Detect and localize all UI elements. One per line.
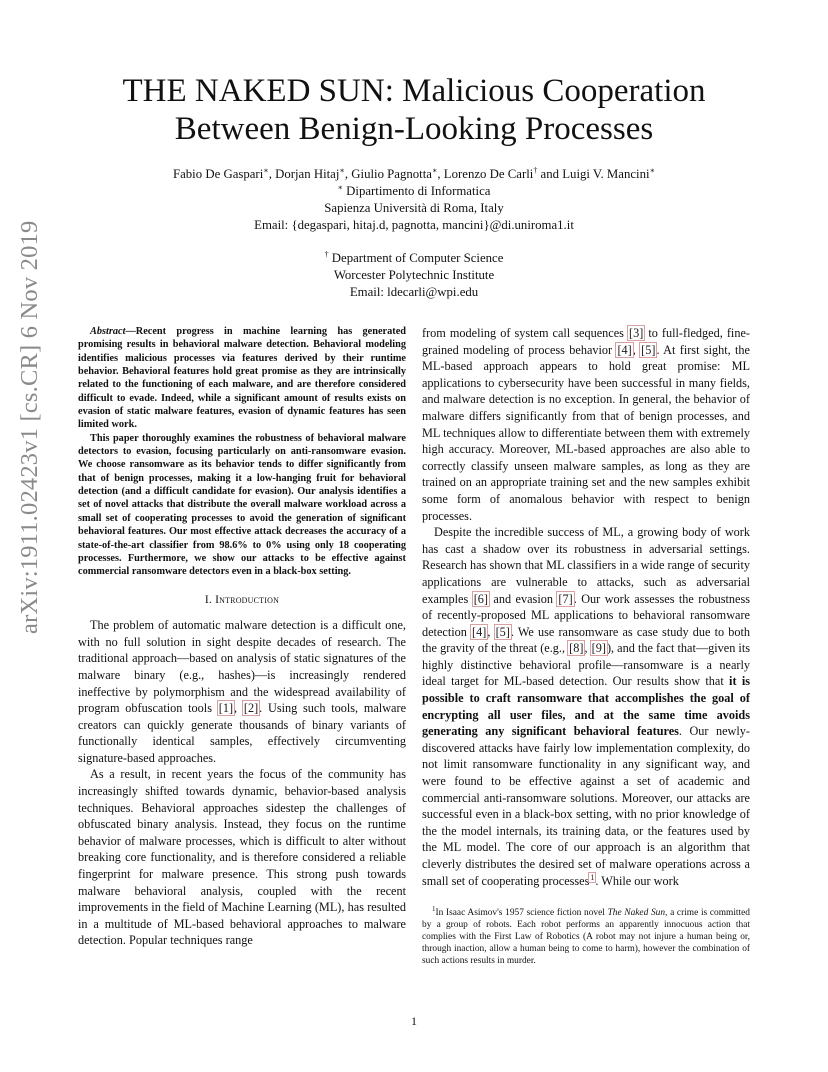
author-block <box>70 166 758 234</box>
right-column <box>422 325 750 889</box>
abstract-paragraph-1: Abstract—Recent progress in machine learning has generated promising results in behavioral malware detection. Behavioral modeling identifies malicious processes via features derived by their runtime behavior. Behavioral features hold great promise as they are intrinsically related to the functioning of each malware, and are therefore considered difficult to evade. Indeed, while a significant amount of results exists on evasion of static malware features, evasion of dynamic features has seen limited work. <box>78 326 406 431</box>
author-list: Fabio De Gaspari∗, Dorjan Hitaj∗, Giulio Pagnotta∗, Lorenzo De Carli† and Luigi V. Mancini∗ <box>172 166 656 181</box>
intro-paragraph-3: Despite the incredible success of ML, a growing body of work has cast a shadow over its robustness in adversarial settings. Research has shown that ML classifiers in a wide range of security applications are vulnerable to attacks, such as adversarial examples [6] and evasion [7]. Our work assesses the robustness of recently-proposed ML applications to behavioral ransomware detection [4], [5]. We use ransomware as case study due to both the gravity of the threat (e.g., [8], [9]), and the fact that—given its highly distinctive behavioral profile—ransomware is a nearly ideal target for ML-based detection. Our results show that it is possible to craft ransomware that accomplishes the goal of encrypting all user files, and at the same time avoids generating any significant behavioral features. Our newly-discovered attacks have fairly low implementation complexity, do not limit ransomware functionality in any significant way, and were found to be effective against a set of academic and commercial anti-ransomware solutions. Moreover, our attacks are successful even in a black-box setting, with no prior knowledge of the the model internals, its training data, or the features used by the ML model. The core of our approach is an algorithm that cleverly distributes the desired set of malware operations across a small set of cooperating processes$^1$. While our work <box>422 525 751 888</box>
citation-link[interactable]: [7] <box>558 591 573 606</box>
intro-paragraph-1: The problem of automatic malware detection is a difficult one, with no full solution in sight despite decades of research. The traditional approach—based on analysis of static signatures of the malware binary (e.g., hashes)—is increasingly rendered ineffective by polymorphism and the widespread availability of program obfuscation tools [1], [2]. Using such tools, malware creators can quickly generate thousands of binary variants of functionally identical samples, effectively circumventing signature-based approaches. <box>78 618 407 765</box>
key-result-emphasis: it is possible to craft ransomware that accomplishes the goal of encrypting all user files, and at the same time avoids generating any significant behavioral features <box>422 674 751 739</box>
abstract-paragraph-2: This paper thoroughly examines the robustness of behavioral malware detectors to evasion, focusing particularly on anti-ransomware evasion. We choose ransomware as its behavior tends to differ significantly from that of benign processes, making it a low-hanging fruit for behavioral detection (and a difficult candidate for evasion). Our analysis identifies a set of novel attacks that distribute the overall malware workload across a small set of cooperating processes to avoid the generation of significant behavioral features. Our most effective attack decreases the accuracy of a state-of-the-art classifier from 98.6% to 0% using only 18 cooperating processes. Furthermore, we show our attacks to be effective against commercial ransomware detectors even in a black-box setting. <box>78 432 406 578</box>
affiliation-1-university: Sapienza Università di Roma, Italy <box>324 201 504 215</box>
citation-link[interactable]: [5] <box>641 342 656 357</box>
citation-link[interactable]: [4] <box>617 342 632 357</box>
affiliation-1-email[interactable]: Email: {degaspari, hitaj.d, pagnotta, mancini}@di.uniroma1.it <box>254 218 574 232</box>
page-number: 1 <box>411 1014 417 1028</box>
citation-link[interactable]: [5] <box>495 624 510 639</box>
citation-link[interactable]: [2] <box>243 701 259 716</box>
citation-link[interactable]: [6] <box>473 591 488 606</box>
affiliation-2-university: Worcester Polytechnic Institute <box>333 268 495 282</box>
footnote-mark: 1 <box>432 905 436 913</box>
citation-link[interactable]: [1] <box>218 701 234 716</box>
citation-link[interactable]: [3] <box>628 326 644 340</box>
footnote-reference[interactable]: 1 <box>590 872 595 882</box>
affiliation-2-email[interactable]: Email: ldecarli@wpi.edu <box>349 285 479 299</box>
title-line-1: THE NAKED SUN: Malicious Cooperation <box>122 73 706 109</box>
footnote-text: $^1$In Isaac Asimov's 1957 science fiction novel The Naked Sun, a crime is committed by a group of robots. Each robot performs an apparently innocuous action that complies with the First Law of Robotics (A robot may not injure a human being or, through inaction, allow a human being to come to harm), however the combination of such actions results in murder. <box>422 905 750 966</box>
left-column <box>78 325 406 949</box>
citation-link[interactable]: [9] <box>591 641 606 656</box>
title-line-2: Between Benign-Looking Processes <box>174 111 654 147</box>
abstract-label: Abstract <box>90 326 126 337</box>
abstract <box>78 325 406 579</box>
citation-link[interactable]: [8] <box>569 641 584 656</box>
paper-title <box>70 72 758 148</box>
affiliation-2-block <box>70 250 758 301</box>
arxiv-identifier[interactable]: arXiv:1911.02423v1 [cs.CR] 6 Nov 2019 <box>16 220 43 634</box>
intro-paragraph-2: As a result, in recent years the focus of the community has increasingly shifted towards dynamic, behavior-based analysis techniques. Behavioral approaches sidestep the challenges of obfuscated binary analysis. Instead, they focus on the runtime behavior of malware processes, which is difficult to alter without breaking core functionality, and is therefore considered a reliable fingerprint for malware presence. This strong push towards malware behavioral analysis, coupled with the recent improvements in the field of Machine Learning (ML), has resulted in a multitude of ML-based behavioral approaches to malware detection. Popular techniques range <box>78 767 406 948</box>
section-heading-introduction: I. Introduction <box>204 593 280 606</box>
intro-paragraph-2-continued: from modeling of system call sequences [3] to full-fledged, fine-grained modeling of process behavior [4], [5]. At first sight, the ML-based approach appears to hold great promise: ML applications to cybersecurity have been successful in many fields, and malware detection is no exception. In general, the behavior of malware differs significantly from that of benign processes, and ML techniques allow to differentiate between them with extremely high accuracy. Moreover, ML-based approaches are also able to correctly classify unseen malware samples, as long as they are trained on an appropriate training set and the new samples exhibit some form of anomalous behavior with respect to benign processes. <box>422 326 750 523</box>
citation-link[interactable]: [4] <box>472 624 487 639</box>
affiliation-1-dept: ∗ Dipartimento di Informatica <box>337 183 491 198</box>
footnote <box>422 907 750 967</box>
affiliation-2-dept: † Department of Computer Science <box>324 250 504 265</box>
